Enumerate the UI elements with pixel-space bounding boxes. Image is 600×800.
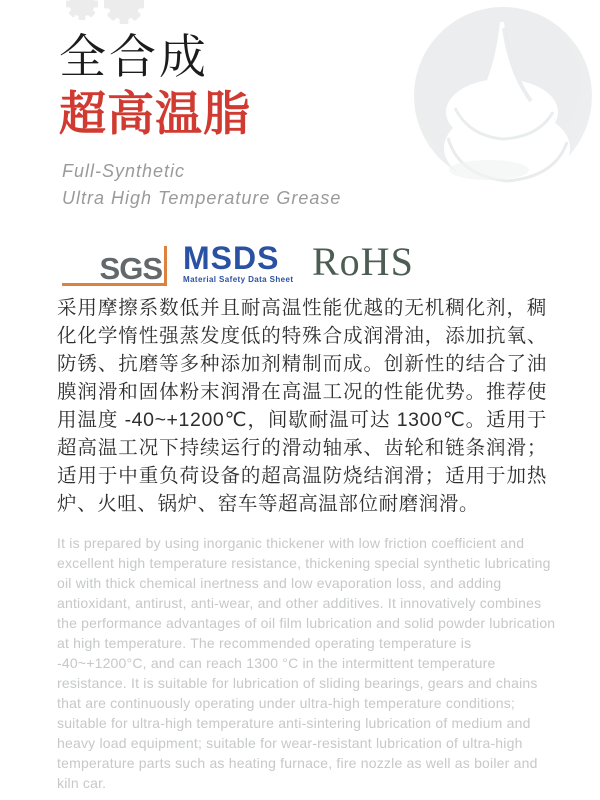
sgs-logo-text: SGS xyxy=(99,251,162,286)
msds-logo xyxy=(183,240,294,284)
product-image xyxy=(403,0,600,200)
msds-logo-text: MSDS xyxy=(183,240,280,276)
gear-icon xyxy=(66,0,98,20)
rohs-logo: RoHS xyxy=(312,239,414,284)
gear-icon xyxy=(104,0,144,24)
description-english: It is prepared by using inorganic thickener with low friction coefficient and excellent high temperature resistance, thickening special synthetic lubricating oil with thick chemical inertness and low evaporation loss, and adding antioxidant, antirust, anti-wear, and other additives. It innovatively combines the performance advantages of oil film lubrication and solid powder lubrication at high temperature. The recommended operating temperature is -40~+1200°C, and can reach 1300 °C in the intermittent temperature resistance. It is suitable for lubrication of sliding bearings, gears and chains that are continuously operating under ultra-high temperature conditions; suitable for ultra-high temperature anti-sintering lubrication of medium and heavy load equipment; suitable for wear-resistant lubrication of ultra-high temperature parts such as heating furnace, fire nozzle as well as boiler and kiln car. xyxy=(57,535,556,791)
subtitle-line-1: Full-Synthetic xyxy=(62,161,186,181)
subtitle-line-2: Ultra High Temperature Grease xyxy=(62,188,342,208)
page-title xyxy=(59,28,251,142)
gear-decoration xyxy=(64,0,159,30)
description-chinese: 采用摩擦系数低并且耐高温性能优越的无机稠化剂，稠化化学惰性强蒸发度低的特殊合成润滑油，添加抗氧、防锈、抗磨等多种添加剂精制而成。创新性的结合了油膜润滑和固体粉末润滑在高温工况的性能优势。推荐使用温度 -40~+1200℃，间歇耐温可达 1300℃。适用于超高温工况下持续运行的滑动轴承、齿轮和链条润滑；适用于中重负荷设备的超高温防烧结润滑；适用于加热炉、火咀、锅炉、窑车等超高温部位耐磨润滑。 xyxy=(57,297,547,515)
product-title-cn-red: 超高温脂 xyxy=(59,87,251,140)
gear-icon xyxy=(64,0,159,30)
product-subtitle-en xyxy=(62,158,341,212)
msds-logo-subtitle: Material Safety Data Sheet xyxy=(183,275,294,284)
product-title-cn: 全合成 xyxy=(59,30,209,83)
sgs-logo xyxy=(62,246,167,286)
